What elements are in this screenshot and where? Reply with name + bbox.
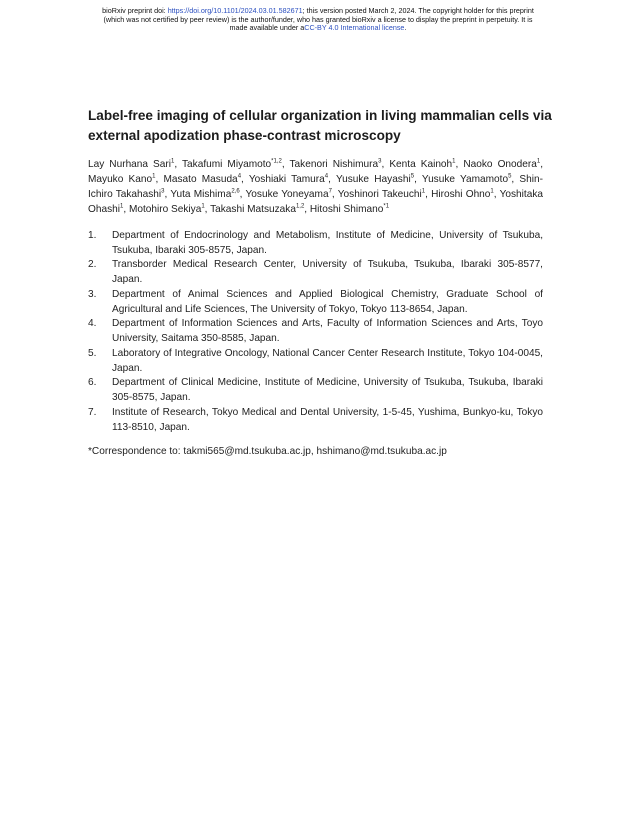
author-affiliation-marker: 1 — [421, 188, 426, 195]
author-affiliation-marker: 1 — [452, 158, 456, 165]
affiliation-number: 2. — [88, 259, 97, 271]
author-name: Lay Nurhana Sari — [88, 159, 171, 170]
author-affiliation-marker: 1 — [152, 173, 156, 180]
affiliation-item — [88, 317, 543, 346]
affiliation-number: 1. — [88, 230, 97, 241]
author-affiliation-marker: *1,2 — [271, 158, 282, 165]
author — [88, 159, 174, 170]
affiliation-item — [88, 347, 543, 376]
author-affiliation-marker: 2,6 — [231, 188, 240, 195]
affiliation-item — [88, 229, 543, 258]
author-affiliation-marker: 1,2 — [295, 203, 305, 210]
author-affiliation-marker: 1 — [490, 188, 494, 195]
affiliation-text: Department of Animal Sciences and Applied Biological Chemistry, Graduate School of Agricultural and Life Sciences, The University of Tokyo, Tokyo 113-8654, Japan. — [112, 288, 543, 315]
biorxiv-banner — [40, 7, 596, 33]
author — [463, 159, 540, 170]
license-suffix: . — [404, 23, 407, 33]
author — [245, 189, 331, 200]
affiliation-text: Department of Endocrinology and Metabolism, Institute of Medicine, University of Tsukuba, Tsukuba, Ibaraki 305-8575, Japan. — [112, 230, 543, 256]
author-name: Yuta Mishima — [170, 189, 232, 200]
author — [422, 174, 512, 185]
author-name: Yoshitaka Ohashi — [88, 189, 543, 215]
affiliation-text: Institute of Research, Tokyo Medical and Dental University, 1-5-45, Yushima, Bunkyo-ku, Tokyo 113-8510, Japan. — [112, 406, 543, 433]
banner-suffix: ; this version posted March 2, 2024. The copyright holder for this preprint — [302, 6, 534, 15]
affiliation-number: 7. — [88, 406, 97, 418]
author-name: Hiroshi Ohno — [431, 189, 491, 200]
paper-title: Label-free imaging of cellular organization in living mammalian cells via external apodization phase-contrast microscopy — [88, 108, 552, 143]
author — [310, 204, 389, 215]
author-name: Motohiro Sekiya — [128, 204, 202, 215]
author-name: Mayuko Kano — [88, 174, 153, 185]
affiliation-item — [88, 376, 543, 405]
author — [88, 174, 155, 185]
author-name: Yoshinori Takeuchi — [337, 189, 422, 200]
affiliation-number: 3. — [88, 288, 97, 300]
affiliation-text: Laboratory of Integrative Oncology, National Cancer Center Research Institute, Tokyo 104-0045, Japan. — [112, 347, 543, 374]
license-prefix: made available under a — [229, 23, 305, 33]
author-affiliation-marker: 3 — [161, 188, 165, 195]
affiliation-text: Department of Clinical Medicine, Institute of Medicine, University of Tsukuba, Tsukuba, Ibaraki 305-8575, Japan. — [112, 377, 543, 404]
affiliation-text: Transborder Medical Research Center, University of Tsukuba, Tsukuba, Ibaraki 305-8577, Japan. — [112, 259, 543, 286]
author — [163, 174, 241, 185]
author — [129, 204, 205, 215]
author-name: Takashi Matsuzaka — [210, 204, 296, 215]
affiliation-list — [88, 229, 543, 435]
author-affiliation-marker: 1 — [536, 158, 541, 165]
author-name: Takafumi Miyamoto — [182, 159, 272, 170]
author-name: Yosuke Yoneyama — [245, 189, 329, 200]
affiliation-text: Department of Information Sciences and Arts, Faculty of Information Sciences and Arts, Toyo University, Saitama 350-8585, Japan. — [112, 318, 543, 345]
author — [336, 174, 414, 185]
author — [389, 159, 455, 170]
author-name: Yusuke Yamamoto — [421, 174, 509, 185]
author-affiliation-marker: 1 — [201, 203, 205, 210]
affiliation-item — [88, 288, 543, 317]
doi-link[interactable]: https://doi.org/10.1101/2024.03.01.582671 — [167, 6, 303, 15]
author — [210, 204, 304, 215]
author-affiliation-marker: 1 — [171, 158, 175, 165]
correspondence: *Correspondence to: takmi565@md.tsukuba.ac.jp, hshimano@md.tsukuba.ac.jp — [88, 446, 447, 457]
author-name: Takenori Nishimura — [289, 159, 379, 170]
affiliation-number: 4. — [88, 318, 97, 330]
author-name: Naoko Onodera — [463, 159, 537, 170]
affiliation-item — [88, 258, 543, 287]
author — [290, 159, 382, 170]
author-name: Masato Masuda — [163, 174, 238, 185]
author-affiliation-marker: 5 — [508, 173, 512, 180]
author-list: Lay Nurhana Sari$^1$, Takafumi Miyamoto$^{*1,2}$, Takenori Nishimura$^3$, Kenta Kainoh$^1$, Naoko Onodera$^1$, Mayuko Kano$^1$, Masato Masuda$^4$, Yoshiaki Tamura$^4$, Yusuke Hayashi$^5$, Yusuke Yamamoto$^5$, Shin-Ichiro Takahashi$^3$, Yuta Mishima$^{2,6}$, Yosuke Yoneyama$^7$, Yoshinori Takeuchi$^1$, Hiroshi Ohno$^1$, Yoshitaka Ohashi$^1$, Motohiro Sekiya$^1$, Takashi Matsuzaka$^{1,2}$, Hitoshi Shimano$^{*1}$ — [88, 158, 544, 215]
author-affiliation-marker: 1 — [119, 203, 124, 210]
author — [431, 189, 494, 200]
author-name: Shin-Ichiro Takahashi — [88, 174, 543, 200]
banner-prefix: bioRxiv preprint doi: — [102, 6, 168, 15]
affiliation-number: 5. — [88, 347, 97, 359]
author-affiliation-marker: 7 — [328, 188, 332, 195]
banner-line-3 — [40, 24, 596, 33]
author — [338, 189, 425, 200]
author-name: Yusuke Hayashi — [335, 174, 411, 185]
license-link[interactable]: CC-BY 4.0 International license — [304, 23, 405, 33]
author-affiliation-marker: 4 — [324, 173, 329, 180]
affiliation-number: 6. — [88, 377, 97, 389]
author-name: Yoshiaki Tamura — [248, 174, 325, 185]
author-name: Kenta Kainoh — [389, 159, 453, 170]
author-affiliation-marker: 4 — [237, 173, 242, 180]
affiliation-item — [88, 406, 543, 435]
banner-line-2: (which was not certified by peer review) is the author/funder, who has granted bioRxiv a license to display the preprint in perpetuity. It is — [103, 14, 533, 24]
author-affiliation-marker: *1 — [383, 203, 390, 210]
author — [170, 189, 239, 200]
author-affiliation-marker: 5 — [410, 173, 415, 180]
author — [249, 174, 328, 185]
author-affiliation-marker: 3 — [378, 158, 382, 165]
author — [182, 159, 282, 170]
author-name: Hitoshi Shimano — [309, 204, 384, 215]
